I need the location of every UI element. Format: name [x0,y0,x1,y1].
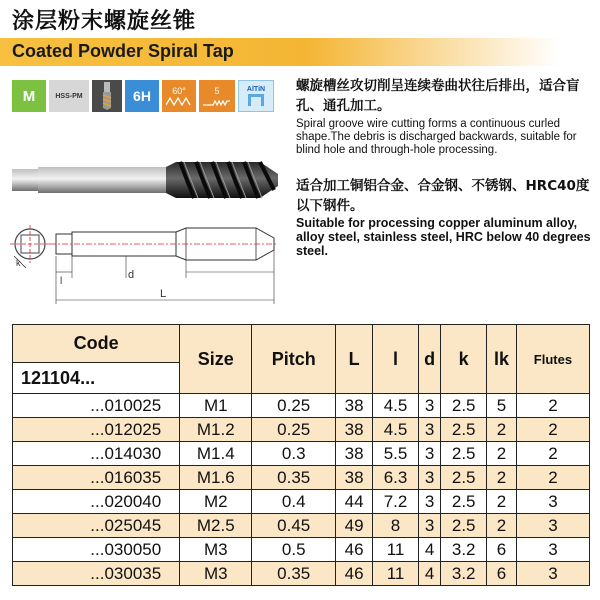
cell-l: 11 [373,538,419,562]
description-en-2: Suitable for processing copper aluminum alloy, alloy steel, stainless steel, HRC below 40 degrees steel. [296,216,591,258]
cell-code: ...012025 [13,418,180,442]
cell-lk: 5 [487,394,517,418]
code-prefix: 121104... [13,363,180,394]
table-row [13,514,590,538]
cell-L: 38 [336,394,373,418]
cell-d: 3 [418,442,440,466]
cell-code: ...020040 [13,490,180,514]
chamfer-label: 5 [214,86,220,96]
dim-label-k: k [16,258,21,268]
column-header-L: L [336,325,373,394]
cell-lk: 2 [487,514,517,538]
cell-d: 3 [418,490,440,514]
cell-size: M1.4 [180,442,252,466]
cell-pitch: 0.45 [252,514,336,538]
cell-l: 11 [373,562,419,586]
column-header-flutes: Flutes [516,325,589,394]
cell-k: 2.5 [441,418,487,442]
table-row [13,562,590,586]
dim-label-d: d [128,269,135,281]
column-header-d: d [418,325,440,394]
cell-flutes: 2 [516,418,589,442]
cell-L: 44 [336,490,373,514]
column-header-l: l [373,325,419,394]
coating-layer-icon [246,93,266,107]
cell-flutes: 2 [516,442,589,466]
page-title-en: Coated Powder Spiral Tap [12,41,234,61]
cell-lk: 2 [487,442,517,466]
cell-l: 8 [373,514,419,538]
cell-L: 38 [336,442,373,466]
cell-flutes: 3 [516,490,589,514]
cell-code: ...025045 [13,514,180,538]
cell-L: 46 [336,562,373,586]
cell-k: 3.2 [441,562,487,586]
table-row [13,418,590,442]
cell-L: 38 [336,418,373,442]
cell-k: 2.5 [441,490,487,514]
cell-code: ...016035 [13,466,180,490]
cell-flutes: 3 [516,538,589,562]
tolerance-6h-badge: 6H [125,80,159,112]
cell-code: ...030050 [13,538,180,562]
cell-lk: 2 [487,418,517,442]
spiral-tap-icon [92,80,122,112]
altin-coating-badge [238,80,274,112]
cell-l: 7.2 [373,490,419,514]
cell-l: 5.5 [373,442,419,466]
cell-l: 4.5 [373,418,419,442]
cell-size: M3 [180,562,252,586]
cell-pitch: 0.4 [252,490,336,514]
cell-lk: 2 [487,466,517,490]
chamfer-profile-icon [203,96,231,106]
table-row [13,442,590,466]
altin-label: AlTiN [246,85,266,93]
cell-k: 2.5 [441,514,487,538]
dim-label-L: L [160,288,167,300]
cell-code: ...010025 [13,394,180,418]
cell-d: 3 [418,466,440,490]
cell-lk: 6 [487,562,517,586]
feature-badges [12,80,274,112]
description-cn-2: 适合加工铜铝合金、合金钢、不锈钢、HRC40度以下钢件。 [296,178,590,214]
cell-flutes: 3 [516,562,589,586]
cell-L: 46 [336,538,373,562]
column-header-k: k [441,325,487,394]
chamfer-badge [199,80,235,112]
column-header-pitch: Pitch [252,325,336,394]
cell-pitch: 0.35 [252,466,336,490]
column-header-lk: lk [487,325,517,394]
cell-lk: 2 [487,490,517,514]
cell-pitch: 0.5 [252,538,336,562]
table-row [13,490,590,514]
cell-d: 4 [418,538,440,562]
description-cn-1: 螺旋槽丝攻切削呈连续卷曲状往后排出，适合盲孔、通孔加工。 [296,78,580,114]
table-row [13,466,590,490]
cell-k: 2.5 [441,394,487,418]
cell-k: 2.5 [441,466,487,490]
hss-pm-badge: HSS-PM [49,80,89,112]
dim-label-lk: l [60,276,63,287]
tap-product-image [12,150,282,210]
cell-code: ...030035 [13,562,180,586]
cell-k: 3.2 [441,538,487,562]
cell-flutes: 2 [516,394,589,418]
table-row [13,394,590,418]
description-en-1: Spiral groove wire cutting forms a continuous curled shape.The debris is discharged backwards, suitable for blind hole and through-hole processing. [296,118,577,156]
cell-d: 3 [418,514,440,538]
cell-pitch: 0.25 [252,418,336,442]
cell-size: M3 [180,538,252,562]
cell-code: ...014030 [13,442,180,466]
cell-pitch: 0.3 [252,442,336,466]
thread-angle-label: 60° [172,86,186,96]
cell-k: 2.5 [441,442,487,466]
cell-d: 4 [418,562,440,586]
spec-table [12,324,590,586]
cell-l: 4.5 [373,394,419,418]
column-header-code: Code [13,325,180,363]
cell-flutes: 3 [516,514,589,538]
cell-size: M1.2 [180,418,252,442]
tap-dimension-drawing [6,222,288,304]
cell-size: M2.5 [180,514,252,538]
cell-pitch: 0.35 [252,562,336,586]
cell-size: M2 [180,490,252,514]
column-header-size: Size [180,325,252,394]
thread-angle-badge [162,80,196,112]
cell-flutes: 2 [516,466,589,490]
thread-profile-icon [166,96,192,106]
material-m-badge: M [12,80,46,112]
cell-d: 3 [418,418,440,442]
cell-lk: 6 [487,538,517,562]
cell-size: M1 [180,394,252,418]
cell-d: 3 [418,394,440,418]
cell-l: 6.3 [373,466,419,490]
cell-size: M1.6 [180,466,252,490]
cell-L: 38 [336,466,373,490]
table-row [13,538,590,562]
cell-pitch: 0.25 [252,394,336,418]
page-title-cn: 涂层粉末螺旋丝锥 [12,9,197,34]
cell-L: 49 [336,514,373,538]
